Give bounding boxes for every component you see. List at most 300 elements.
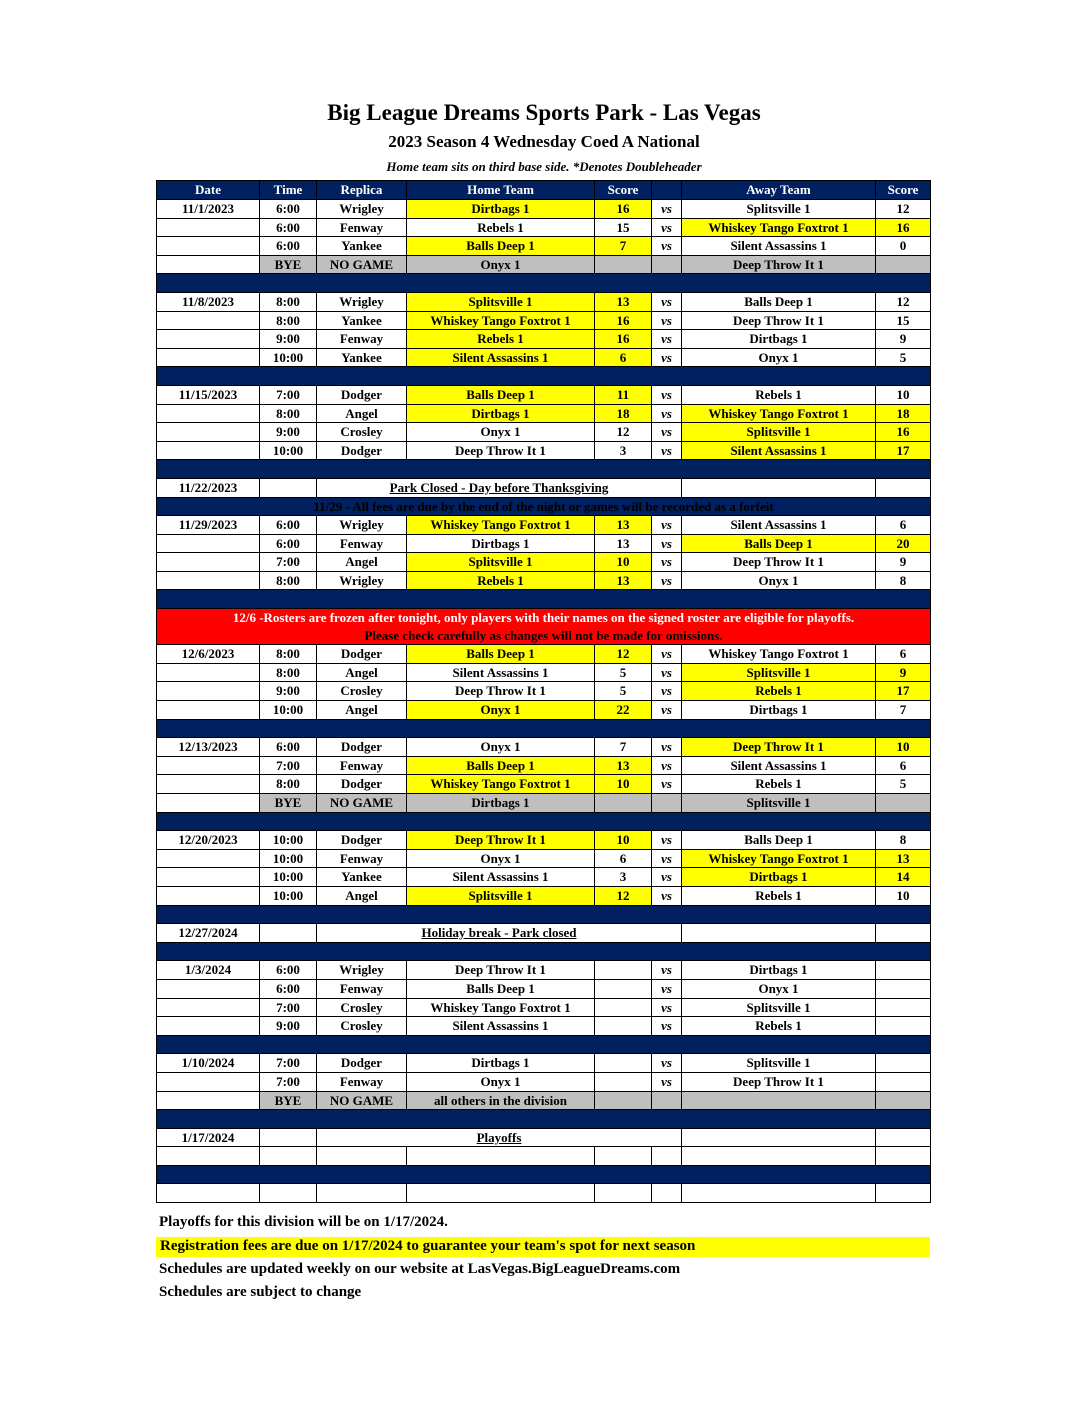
home-score-cell: 10 <box>595 831 652 850</box>
separator-cell <box>157 460 931 479</box>
replica-cell: Dodger <box>317 441 407 460</box>
time-cell: 6:00 <box>260 738 317 757</box>
away-team-cell: Splitsville 1 <box>682 663 876 682</box>
separator-cell <box>157 274 931 293</box>
away-team-cell: Silent Assassins 1 <box>682 441 876 460</box>
replica-cell: Dodger <box>317 775 407 794</box>
game-row <box>157 663 931 682</box>
home-score-cell: 13 <box>595 534 652 553</box>
away-score-cell <box>876 794 931 813</box>
home-score-cell: 5 <box>595 663 652 682</box>
game-row <box>157 571 931 590</box>
date-cell <box>157 404 260 423</box>
replica-cell: Wrigley <box>317 516 407 535</box>
away-team-cell <box>682 1147 876 1166</box>
date-cell <box>157 441 260 460</box>
replica-cell: Angel <box>317 553 407 572</box>
home-score-cell: 15 <box>595 218 652 237</box>
away-team-cell: Splitsville 1 <box>682 1054 876 1073</box>
home-score-cell: 13 <box>595 571 652 590</box>
game-row <box>157 218 931 237</box>
vs-label: vs <box>652 404 682 423</box>
away-score-cell: 8 <box>876 831 931 850</box>
date-cell <box>157 756 260 775</box>
vs-label: vs <box>652 1017 682 1036</box>
game-row <box>157 868 931 887</box>
away-team-cell: Onyx 1 <box>682 979 876 998</box>
away-team-cell: Whiskey Tango Foxtrot 1 <box>682 404 876 423</box>
footer-disclaimer-line: Schedules are subject to change <box>159 1284 362 1300</box>
home-score-cell: 22 <box>595 701 652 720</box>
time-cell: 8:00 <box>260 775 317 794</box>
footer-playoffs-line: Playoffs for this division will be on 1/17/2024. <box>159 1214 448 1230</box>
time-cell: 10:00 <box>260 849 317 868</box>
away-score-cell: 8 <box>876 571 931 590</box>
column-header-away-team: Away Team <box>682 181 876 200</box>
time-cell <box>260 1184 317 1203</box>
home-team-cell: Silent Assassins 1 <box>407 348 595 367</box>
vs-label: vs <box>652 292 682 311</box>
home-team-cell: Balls Deep 1 <box>407 237 595 256</box>
separator-row <box>157 367 931 386</box>
home-score-cell: 16 <box>595 200 652 219</box>
banner-navy-row <box>157 497 931 516</box>
away-score-cell <box>876 478 931 497</box>
date-cell <box>157 534 260 553</box>
time-cell: 10:00 <box>260 701 317 720</box>
vs-label: vs <box>652 330 682 349</box>
date-cell <box>157 1184 260 1203</box>
away-score-cell: 9 <box>876 330 931 349</box>
away-team-cell: Splitsville 1 <box>682 794 876 813</box>
vs-label: vs <box>652 961 682 980</box>
page-title: Big League Dreams Sports Park - Las Vegas <box>327 100 761 125</box>
time-cell: 9:00 <box>260 1017 317 1036</box>
home-team-cell: Balls Deep 1 <box>407 979 595 998</box>
replica-cell: Angel <box>317 404 407 423</box>
date-cell <box>157 423 260 442</box>
away-team-cell: Whiskey Tango Foxtrot 1 <box>682 849 876 868</box>
replica-cell: Fenway <box>317 218 407 237</box>
away-score-cell: 10 <box>876 886 931 905</box>
notice-row <box>157 478 931 497</box>
away-score-cell: 16 <box>876 218 931 237</box>
date-cell: 12/6/2023 <box>157 645 260 664</box>
date-cell <box>157 979 260 998</box>
replica-cell: Wrigley <box>317 571 407 590</box>
separator-cell <box>157 1110 931 1129</box>
game-row <box>157 886 931 905</box>
replica-cell: Fenway <box>317 534 407 553</box>
away-team-cell: Silent Assassins 1 <box>682 237 876 256</box>
column-header-replica: Replica <box>317 181 407 200</box>
home-score-cell: 13 <box>595 756 652 775</box>
home-score-cell: 16 <box>595 311 652 330</box>
vs-label: vs <box>652 1054 682 1073</box>
away-team-cell: Dirtbags 1 <box>682 701 876 720</box>
replica-cell: Yankee <box>317 868 407 887</box>
away-score-cell: 5 <box>876 348 931 367</box>
vs-label: vs <box>652 979 682 998</box>
home-score-cell: 7 <box>595 237 652 256</box>
home-team-cell: Rebels 1 <box>407 218 595 237</box>
time-cell: 7:00 <box>260 1054 317 1073</box>
replica-cell: Angel <box>317 886 407 905</box>
time-cell: 6:00 <box>260 218 317 237</box>
home-team-cell: Splitsville 1 <box>407 886 595 905</box>
home-team-cell: Rebels 1 <box>407 330 595 349</box>
away-score-cell: 9 <box>876 663 931 682</box>
date-cell: 12/13/2023 <box>157 738 260 757</box>
banner-red-row <box>157 609 931 645</box>
replica-cell: Dodger <box>317 1054 407 1073</box>
separator-cell <box>157 590 931 609</box>
home-score-cell: 3 <box>595 868 652 887</box>
date-cell <box>157 255 260 274</box>
vs-label: vs <box>652 311 682 330</box>
separator-row <box>157 460 931 479</box>
home-team-cell: all others in the division <box>407 1091 595 1110</box>
replica-cell: Dodger <box>317 831 407 850</box>
away-team-cell: Rebels 1 <box>682 1017 876 1036</box>
replica-cell: Yankee <box>317 237 407 256</box>
footer-website-line: Schedules are updated weekly on our website at LasVegas.BigLeagueDreams.com <box>159 1261 681 1277</box>
home-score-cell <box>595 794 652 813</box>
time-cell: BYE <box>260 1091 317 1110</box>
vs-label: vs <box>652 516 682 535</box>
home-team-cell: Onyx 1 <box>407 423 595 442</box>
away-team-cell: Splitsville 1 <box>682 998 876 1017</box>
time-cell: BYE <box>260 255 317 274</box>
time-cell: 6:00 <box>260 979 317 998</box>
time-cell: 9:00 <box>260 423 317 442</box>
home-team-cell: Balls Deep 1 <box>407 645 595 664</box>
separator-row <box>157 719 931 738</box>
game-row <box>157 441 931 460</box>
date-cell <box>157 775 260 794</box>
away-team-cell: Onyx 1 <box>682 348 876 367</box>
game-row <box>157 237 931 256</box>
vs-label: vs <box>652 1072 682 1091</box>
away-score-cell <box>876 1072 931 1091</box>
replica-cell <box>317 1184 407 1203</box>
away-team-cell: Dirtbags 1 <box>682 961 876 980</box>
game-row <box>157 348 931 367</box>
home-team-cell: Balls Deep 1 <box>407 756 595 775</box>
fees-banner-cell: 11/29 - All fees are due by the end of the night or games will be recorded as a forfeit <box>157 497 931 516</box>
date-cell <box>157 553 260 572</box>
home-score-cell <box>595 979 652 998</box>
bye-row <box>157 255 931 274</box>
away-score-cell: 15 <box>876 311 931 330</box>
away-score-cell <box>876 1017 931 1036</box>
game-row <box>157 961 931 980</box>
date-cell <box>157 311 260 330</box>
game-row <box>157 775 931 794</box>
away-team-cell: Deep Throw It 1 <box>682 738 876 757</box>
replica-cell: Yankee <box>317 348 407 367</box>
empty-row <box>157 1147 931 1166</box>
date-cell <box>157 663 260 682</box>
date-cell <box>157 998 260 1017</box>
game-row <box>157 756 931 775</box>
separator-cell <box>157 719 931 738</box>
away-score-cell <box>876 1128 931 1147</box>
away-team-cell: Onyx 1 <box>682 571 876 590</box>
away-score-cell: 14 <box>876 868 931 887</box>
replica-cell: Angel <box>317 701 407 720</box>
game-row <box>157 701 931 720</box>
home-team-cell: Deep Throw It 1 <box>407 441 595 460</box>
home-team-cell: Dirtbags 1 <box>407 534 595 553</box>
game-row <box>157 311 931 330</box>
away-team-cell: Balls Deep 1 <box>682 534 876 553</box>
vs-cell <box>652 1091 682 1110</box>
date-cell <box>157 571 260 590</box>
time-cell: 8:00 <box>260 292 317 311</box>
home-team-cell <box>407 1184 595 1203</box>
time-cell: 7:00 <box>260 385 317 404</box>
away-score-cell <box>876 1147 931 1166</box>
home-team-cell: Onyx 1 <box>407 701 595 720</box>
time-cell: 7:00 <box>260 756 317 775</box>
home-team-cell: Splitsville 1 <box>407 553 595 572</box>
away-team-cell <box>682 478 876 497</box>
away-score-cell <box>876 255 931 274</box>
home-score-cell: 12 <box>595 645 652 664</box>
away-team-cell: Whiskey Tango Foxtrot 1 <box>682 645 876 664</box>
time-cell: 8:00 <box>260 571 317 590</box>
bye-row <box>157 1091 931 1110</box>
schedule-body <box>157 200 931 1203</box>
time-cell: 10:00 <box>260 886 317 905</box>
date-cell <box>157 1147 260 1166</box>
date-cell: 1/3/2024 <box>157 961 260 980</box>
replica-cell: Crosley <box>317 1017 407 1036</box>
time-cell <box>260 1147 317 1166</box>
time-cell <box>260 478 317 497</box>
game-row <box>157 404 931 423</box>
game-row <box>157 738 931 757</box>
replica-cell: Crosley <box>317 682 407 701</box>
vs-cell <box>652 1184 682 1203</box>
date-cell: 11/29/2023 <box>157 516 260 535</box>
home-team-cell: Silent Assassins 1 <box>407 868 595 887</box>
vs-cell <box>652 794 682 813</box>
vs-label: vs <box>652 218 682 237</box>
date-cell: 11/1/2023 <box>157 200 260 219</box>
date-cell <box>157 794 260 813</box>
game-row <box>157 1017 931 1036</box>
game-row <box>157 385 931 404</box>
away-team-cell: Rebels 1 <box>682 886 876 905</box>
game-row <box>157 831 931 850</box>
game-row <box>157 534 931 553</box>
vs-label: vs <box>652 348 682 367</box>
home-score-cell: 13 <box>595 516 652 535</box>
home-team-cell: Whiskey Tango Foxtrot 1 <box>407 775 595 794</box>
date-cell <box>157 348 260 367</box>
home-team-cell: Dirtbags 1 <box>407 404 595 423</box>
vs-label: vs <box>652 385 682 404</box>
away-score-cell: 10 <box>876 738 931 757</box>
roster-freeze-line2: Please check carefully as changes will not be made for omissions. <box>364 627 723 643</box>
home-team-cell: Rebels 1 <box>407 571 595 590</box>
replica-cell: Yankee <box>317 311 407 330</box>
game-row <box>157 292 931 311</box>
column-header-date: Date <box>157 181 260 200</box>
date-cell: 1/10/2024 <box>157 1054 260 1073</box>
replica-cell: NO GAME <box>317 255 407 274</box>
home-team-cell: Dirtbags 1 <box>407 794 595 813</box>
vs-label: vs <box>652 701 682 720</box>
home-team-cell: Splitsville 1 <box>407 292 595 311</box>
vs-cell <box>652 1147 682 1166</box>
separator-row <box>157 942 931 961</box>
time-cell <box>260 1128 317 1147</box>
date-cell: 1/17/2024 <box>157 1128 260 1147</box>
separator-row <box>157 1035 931 1054</box>
game-row <box>157 979 931 998</box>
time-cell: 10:00 <box>260 441 317 460</box>
home-score-cell <box>595 1147 652 1166</box>
home-score-cell <box>595 1072 652 1091</box>
home-team-cell: Onyx 1 <box>407 1072 595 1091</box>
separator-cell <box>157 905 931 924</box>
separator-cell <box>157 367 931 386</box>
time-cell: 7:00 <box>260 1072 317 1091</box>
vs-label: vs <box>652 738 682 757</box>
date-cell: 11/8/2023 <box>157 292 260 311</box>
date-cell <box>157 218 260 237</box>
vs-label: vs <box>652 553 682 572</box>
time-cell: 8:00 <box>260 404 317 423</box>
time-cell: 9:00 <box>260 682 317 701</box>
date-cell <box>157 1091 260 1110</box>
time-cell: 7:00 <box>260 553 317 572</box>
separator-row <box>157 274 931 293</box>
schedule-header <box>157 181 931 200</box>
column-header-away-score: Score <box>876 181 931 200</box>
away-score-cell <box>876 924 931 943</box>
away-score-cell: 6 <box>876 756 931 775</box>
column-header-vs <box>652 181 682 200</box>
notice-cell: Holiday break - Park closed <box>317 924 682 943</box>
home-score-cell: 18 <box>595 404 652 423</box>
replica-cell: NO GAME <box>317 794 407 813</box>
time-cell: 10:00 <box>260 348 317 367</box>
time-cell: 6:00 <box>260 534 317 553</box>
separator-row <box>157 905 931 924</box>
away-score-cell: 20 <box>876 534 931 553</box>
away-team-cell: Silent Assassins 1 <box>682 516 876 535</box>
vs-label: vs <box>652 998 682 1017</box>
date-cell <box>157 868 260 887</box>
away-team-cell: Whiskey Tango Foxtrot 1 <box>682 218 876 237</box>
date-cell: 11/22/2023 <box>157 478 260 497</box>
away-team-cell <box>682 1128 876 1147</box>
away-team-cell <box>682 1091 876 1110</box>
away-score-cell: 12 <box>876 292 931 311</box>
away-team-cell: Deep Throw It 1 <box>682 311 876 330</box>
away-score-cell: 6 <box>876 516 931 535</box>
game-row <box>157 849 931 868</box>
date-cell <box>157 886 260 905</box>
time-cell: 6:00 <box>260 961 317 980</box>
replica-cell: Fenway <box>317 756 407 775</box>
notice-row <box>157 924 931 943</box>
home-team-cell: Balls Deep 1 <box>407 385 595 404</box>
replica-cell: Wrigley <box>317 961 407 980</box>
time-cell: 6:00 <box>260 237 317 256</box>
home-score-cell: 12 <box>595 423 652 442</box>
time-cell: 9:00 <box>260 330 317 349</box>
time-cell: 10:00 <box>260 868 317 887</box>
vs-label: vs <box>652 849 682 868</box>
away-score-cell <box>876 1091 931 1110</box>
home-team-cell: Onyx 1 <box>407 738 595 757</box>
home-team-cell: Onyx 1 <box>407 255 595 274</box>
replica-cell: Fenway <box>317 1072 407 1091</box>
away-score-cell <box>876 979 931 998</box>
home-team-cell: Whiskey Tango Foxtrot 1 <box>407 998 595 1017</box>
away-score-cell: 7 <box>876 701 931 720</box>
home-team-cell: Deep Throw It 1 <box>407 831 595 850</box>
time-cell: BYE <box>260 794 317 813</box>
replica-cell: Dodger <box>317 738 407 757</box>
game-row <box>157 1054 931 1073</box>
column-header-home-score: Score <box>595 181 652 200</box>
home-score-cell: 6 <box>595 348 652 367</box>
vs-label: vs <box>652 663 682 682</box>
roster-freeze-line1: 12/6 -Rosters are frozen after tonight, only players with their names on the signed roster are eligible for playoffs. <box>232 610 855 626</box>
time-cell: 6:00 <box>260 516 317 535</box>
home-score-cell <box>595 1017 652 1036</box>
date-cell: 11/15/2023 <box>157 385 260 404</box>
schedule-table <box>156 180 931 1203</box>
away-team-cell <box>682 1184 876 1203</box>
game-row <box>157 423 931 442</box>
home-score-cell: 12 <box>595 886 652 905</box>
replica-cell: Dodger <box>317 385 407 404</box>
home-team-cell: Deep Throw It 1 <box>407 682 595 701</box>
separator-cell <box>157 942 931 961</box>
replica-cell: Fenway <box>317 979 407 998</box>
home-team-note: Home team sits on third base side. *Denotes Doubleheader <box>386 159 702 174</box>
away-team-cell <box>682 924 876 943</box>
date-cell <box>157 1017 260 1036</box>
away-score-cell: 6 <box>876 645 931 664</box>
away-score-cell: 13 <box>876 849 931 868</box>
separator-cell <box>157 812 931 831</box>
away-score-cell: 17 <box>876 441 931 460</box>
game-row <box>157 200 931 219</box>
home-score-cell: 13 <box>595 292 652 311</box>
away-score-cell: 16 <box>876 423 931 442</box>
separator-cell <box>157 1035 931 1054</box>
roster-freeze-banner-cell <box>157 609 931 645</box>
time-cell: 8:00 <box>260 311 317 330</box>
away-score-cell <box>876 1184 931 1203</box>
away-team-cell: Rebels 1 <box>682 775 876 794</box>
footer-registration-line: Registration fees are due on 1/17/2024 to guarantee your team's spot for next season <box>156 1237 930 1257</box>
away-score-cell: 17 <box>876 682 931 701</box>
time-cell: 10:00 <box>260 831 317 850</box>
date-cell: 12/27/2024 <box>157 924 260 943</box>
notice-row <box>157 1128 931 1147</box>
notice-cell: Playoffs <box>317 1128 682 1147</box>
home-score-cell <box>595 998 652 1017</box>
